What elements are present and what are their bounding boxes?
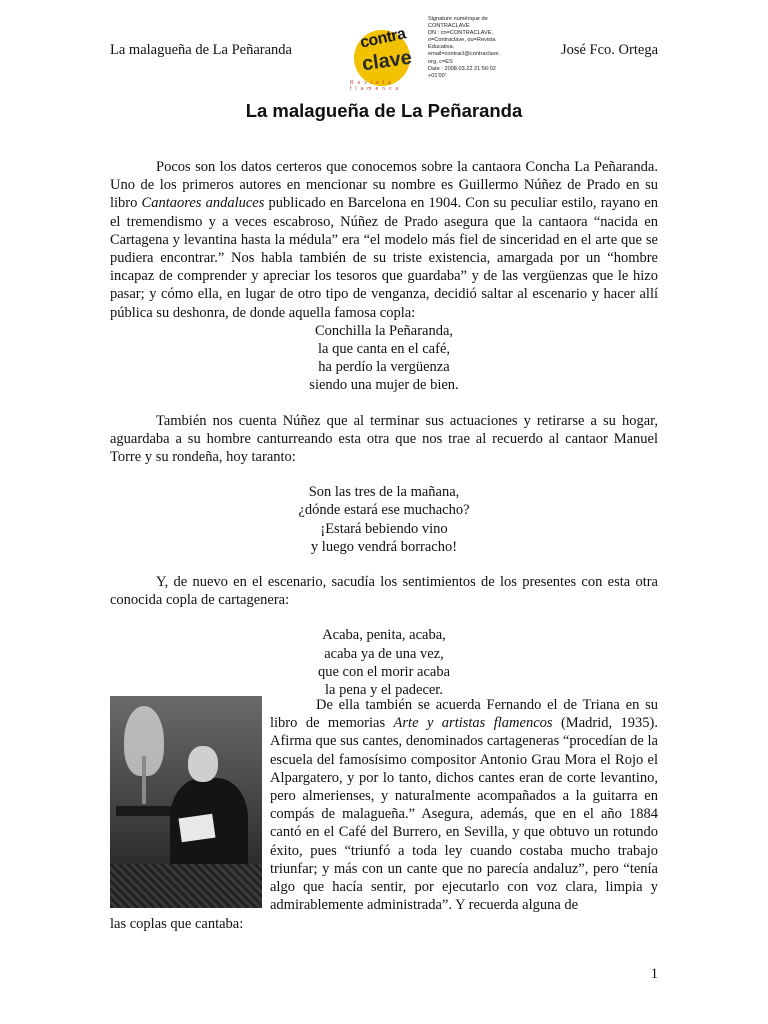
paragraph-text: publicado en Barcelona en 1904. Con su peculiar estilo, rayano en el tremendismo y a veces escabroso, Núñez de Prado asegura que la cantaora “nacida en Cartagena y levantina hasta la médula” era “el modelo más fiel de sinceridad en el arte que se pudiera encontrar.” Nos habla también de su triste existencia, amargada por un “hombre incapaz de comprender y apreciar los tesoros que guardaba” y de las vergüenzas que le hizo pasar; y cómo ella, en lugar de otro tipo de venganza, decidió saltar al escenario y hacer allí pública su deshonra, de donde aquella famosa copla:: [110, 195, 658, 321]
verse-line: y luego vendrá borracho!: [310, 538, 458, 555]
signature-line: +01'00': [428, 72, 446, 79]
paragraph-second: También nos cuenta Núñez que al terminar sus actuaciones y retirarse a su hogar, aguardaba a su hombre canturreando esta otra que nos trae al recuerdo al cantaor Manuel Torre y su rondeña, hoy taranto:: [110, 412, 658, 466]
contraclave-logo: [348, 22, 432, 92]
paragraph-fourth: [270, 696, 658, 914]
paragraph-intro: [110, 158, 658, 322]
portrait-photo: [110, 696, 262, 908]
signature-line: DN : cn=CONTRACLAVE,: [428, 30, 494, 37]
running-header-author: José Fco. Ortega: [560, 42, 658, 58]
page-number: 1: [650, 966, 658, 982]
book-title: Cantaores andaluces: [141, 195, 265, 212]
verse-line: Conchilla la Peñaranda,: [314, 322, 454, 339]
logo-text-bottom: clave: [360, 46, 414, 76]
verse-line: ¿dónde estará ese muchacho?: [298, 502, 470, 519]
logo-text-top: contra: [358, 25, 408, 52]
page-title: La malagueña de La Peñaranda: [245, 100, 523, 121]
paragraph-fourth-tail: las coplas que cantaba:: [110, 916, 244, 932]
logo-subtext: Revista flamenca: [350, 80, 403, 92]
signature-line: CONTRACLAVE: [428, 23, 470, 30]
verse-line: la que canta en el café,: [317, 341, 451, 358]
verse-line: ¡Estará bebiendo vino: [320, 520, 448, 537]
paragraph-fourth-text: [270, 696, 658, 914]
running-header-title: La malagueña de La Peñaranda: [110, 42, 292, 58]
signature-line: Date : 2008.03.22 21:56:02: [428, 65, 496, 72]
verse-copla-1: [110, 322, 658, 395]
signature-line: Signature numérique de: [428, 16, 488, 22]
verse-copla-2: [110, 483, 658, 556]
open-book: [178, 814, 215, 842]
verse-line: Acaba, penita, acaba,: [322, 627, 446, 644]
signature-line: org, c=ES: [428, 58, 453, 65]
digital-signature: [428, 16, 528, 80]
verse-line: Son las tres de la mañana,: [308, 484, 460, 501]
article-body: [110, 158, 658, 699]
signature-line: Educativa,: [428, 44, 455, 51]
verse-copla-3: [110, 626, 658, 699]
verse-line: ha perdío la vergüenza: [318, 359, 450, 376]
signature-line: o=Contraclave, ou=Revista: [428, 37, 496, 44]
paragraph-text: (Madrid, 1935). Afirma que sus cantes, denominados cartageneras “procedían de la escuela del famosísimo compositor Antonio Grau Mora el Rojo el Alpargatero, y por lo tanto, dichos cantes eran de corte levantino, pero almerienses, y naturalmente acompañados a la guitarra en compás de malagueña.” Asegura, además, que en el año 1884 cantó en el Café del Burrero, en Sevilla, y que obtuvo un rotundo éxito, pues “triunfó a toda ley cuando costaba mucho trabajo triunfar; y más con un cante que no parecía andaluz”, pero “tenía algo que hacía sentir, por ejecutarlo con voz clara, limpia y admirablemente administrada”. Y recuerda alguna de: [270, 715, 658, 914]
paragraph-third: Y, de nuevo en el escenario, sacudía los sentimientos de los presentes con esta otra conocida copla de cartagenera:: [110, 574, 658, 609]
paragraph-text: De ella también se acuerda Fernando el de Triana en su libro de memorias: [270, 697, 658, 732]
book-title: Arte y artistas flamencos: [393, 715, 553, 732]
verse-line: siendo una mujer de bien.: [309, 377, 459, 394]
signature-line: email=contracl@contraclave.: [428, 51, 501, 58]
verse-line: acaba ya de una vez,: [324, 645, 444, 662]
verse-line: la pena y el padecer.: [325, 682, 443, 699]
paragraph-text: Pocos son los datos certeros que conocemos sobre la cantaora Concha La Peñaranda. Uno de los primeros autores en mencionar su nombre es Guillermo Núñez de Prado en su libro: [110, 159, 658, 212]
verse-line: que con el morir acaba: [317, 663, 451, 680]
